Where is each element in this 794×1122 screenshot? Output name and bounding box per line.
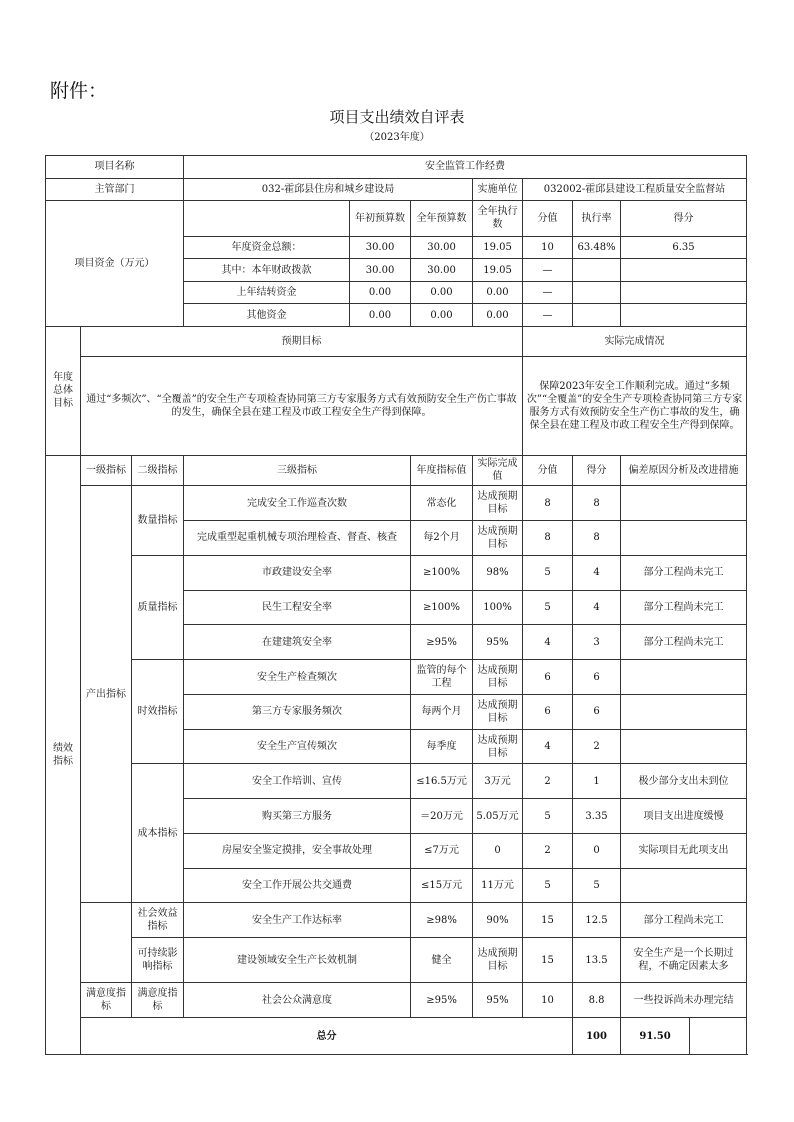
header-level1: 一级指标 xyxy=(81,455,132,486)
level2-quality: 质量指标 xyxy=(132,555,184,659)
funds-row-initial: 30.00 xyxy=(350,259,411,282)
indicator-score-value: 8 xyxy=(523,486,573,521)
indicator-reason xyxy=(621,521,747,556)
indicator-target: 每2个月 xyxy=(411,521,473,556)
header-level2: 二级指标 xyxy=(132,455,184,486)
indicator-row xyxy=(46,660,747,695)
indicator-score: 3.35 xyxy=(573,799,621,834)
funds-row-score xyxy=(621,304,747,327)
funds-row-initial: 0.00 xyxy=(350,304,411,327)
funds-label: 项目资金（万元） xyxy=(46,201,184,327)
total-label: 总分 xyxy=(81,1018,573,1055)
indicator-name: 在建建筑安全率 xyxy=(184,625,411,660)
indicator-actual: 95% xyxy=(473,625,523,660)
funds-row-score-value: — xyxy=(523,281,573,304)
indicator-row xyxy=(46,555,747,590)
annual-goal-label: 年度总体目标 xyxy=(46,326,81,455)
indicator-name: 安全生产宣传频次 xyxy=(184,729,411,764)
funds-row-rate xyxy=(573,304,621,327)
indicator-score-value: 5 xyxy=(523,555,573,590)
level2-social: 社会效益指标 xyxy=(132,903,184,938)
indicator-row xyxy=(46,983,747,1018)
funds-row-annual: 30.00 xyxy=(411,259,473,282)
funds-row-rate xyxy=(573,281,621,304)
indicator-target: 常态化 xyxy=(411,486,473,521)
indicator-name: 购买第三方服务 xyxy=(184,799,411,834)
funds-row-annual: 30.00 xyxy=(411,236,473,259)
level2-sustainable: 可持续影响指标 xyxy=(132,938,184,983)
indicator-name: 社会公众满意度 xyxy=(184,983,411,1018)
impl-label: 实施单位 xyxy=(473,178,523,201)
indicator-name: 第三方专家服务频次 xyxy=(184,694,411,729)
indicator-score-value: 10 xyxy=(523,983,573,1018)
indicator-score: 4 xyxy=(573,590,621,625)
indicator-actual: 达成预期目标 xyxy=(473,521,523,556)
level2-timeliness: 时效指标 xyxy=(132,660,184,764)
indicator-score: 0 xyxy=(573,833,621,868)
indicator-score-value: 2 xyxy=(523,764,573,799)
indicator-actual: 95% xyxy=(473,983,523,1018)
indicator-name: 完成重型起重机械专项治理检查、督查、核查 xyxy=(184,521,411,556)
indicator-name: 完成安全工作巡查次数 xyxy=(184,486,411,521)
indicator-score: 1 xyxy=(573,764,621,799)
indicator-name: 安全生产工作达标率 xyxy=(184,903,411,938)
funds-row-executed: 19.05 xyxy=(473,259,523,282)
funds-header-rate: 执行率 xyxy=(573,201,621,237)
indicator-reason xyxy=(621,694,747,729)
funds-row-score xyxy=(621,281,747,304)
indicator-target: 每两个月 xyxy=(411,694,473,729)
header-score: 得分 xyxy=(573,455,621,486)
indicator-target: ≤15万元 xyxy=(411,868,473,903)
header-reason: 偏差原因分析及改进措施 xyxy=(621,455,747,486)
perf-header-row xyxy=(46,455,747,486)
indicator-score: 4 xyxy=(573,555,621,590)
indicator-score: 6 xyxy=(573,694,621,729)
indicator-target: ≥95% xyxy=(411,625,473,660)
indicator-score: 13.5 xyxy=(573,938,621,983)
indicator-score: 8 xyxy=(573,521,621,556)
level1-output: 产出指标 xyxy=(81,486,132,903)
level2-cost: 成本指标 xyxy=(132,764,184,903)
indicator-actual: 100% xyxy=(473,590,523,625)
funds-row-executed: 0.00 xyxy=(473,281,523,304)
page-title: 项目支出绩效自评表 xyxy=(329,108,465,126)
funds-row-score-value: — xyxy=(523,259,573,282)
dept-label: 主管部门 xyxy=(46,178,184,201)
funds-row-executed: 0.00 xyxy=(473,304,523,327)
indicator-row xyxy=(46,903,747,938)
indicator-score-value: 15 xyxy=(523,938,573,983)
indicator-name: 房屋安全鉴定摸排，安全事故处理 xyxy=(184,833,411,868)
indicator-target: ≥100% xyxy=(411,590,473,625)
indicator-actual: 0 xyxy=(473,833,523,868)
indicator-score: 3 xyxy=(573,625,621,660)
indicator-target: ＝20万元 xyxy=(411,799,473,834)
indicator-target: ≤7万元 xyxy=(411,833,473,868)
indicator-score-value: 4 xyxy=(523,625,573,660)
indicator-actual: 3万元 xyxy=(473,764,523,799)
indicator-score: 12.5 xyxy=(573,903,621,938)
indicator-score-value: 8 xyxy=(523,521,573,556)
funds-header-executed: 全年执行数 xyxy=(473,201,523,237)
indicator-score: 8 xyxy=(573,486,621,521)
indicator-target: ≤16.5万元 xyxy=(411,764,473,799)
level2-quantity: 数量指标 xyxy=(132,486,184,556)
indicator-target: 健全 xyxy=(411,938,473,983)
expected-goal-text: 通过“多频次”、“全覆盖”的安全生产专项检查协同第三方专家服务方式有效预防安全生产伤亡事故的发生，确保全县在建工程及市政工程安全生产得到保障。 xyxy=(81,357,523,455)
expected-goal-header: 预期目标 xyxy=(81,326,523,357)
funds-row-annual: 0.00 xyxy=(411,304,473,327)
indicator-reason xyxy=(621,729,747,764)
total-row xyxy=(46,1018,747,1055)
funds-row-label: 其他资金 xyxy=(184,304,350,327)
indicator-name: 安全工作开展公共交通费 xyxy=(184,868,411,903)
perf-indicator-label: 绩效指标 xyxy=(46,455,81,1054)
funds-row-score-value: 10 xyxy=(523,236,573,259)
total-score-value: 100 xyxy=(573,1018,621,1055)
goals-header-row xyxy=(46,326,747,357)
actual-completion-header: 实际完成情况 xyxy=(523,326,747,357)
indicator-reason: 一些投诉尚未办理完结 xyxy=(621,983,747,1018)
funds-row-score: 6.35 xyxy=(621,236,747,259)
indicator-score: 8.8 xyxy=(573,983,621,1018)
indicator-reason: 实际项目无此项支出 xyxy=(621,833,747,868)
indicator-target: ≥95% xyxy=(411,983,473,1018)
indicator-score-value: 6 xyxy=(523,694,573,729)
total-blank xyxy=(690,1018,747,1055)
header-actual: 实际完成值 xyxy=(473,455,523,486)
header-level3: 三级指标 xyxy=(184,455,411,486)
indicator-reason: 部分工程尚未完工 xyxy=(621,590,747,625)
total-score: 91.50 xyxy=(621,1018,690,1055)
funds-row-label: 其中：本年财政拨款 xyxy=(184,259,350,282)
indicator-reason: 部分工程尚未完工 xyxy=(621,625,747,660)
funds-row-executed: 19.05 xyxy=(473,236,523,259)
impl-value: 032002-霍邱县建设工程质量安全监督站 xyxy=(523,178,747,201)
indicator-actual: 达成预期目标 xyxy=(473,694,523,729)
project-name-value: 安全监管工作经费 xyxy=(184,156,747,179)
indicator-target: 每季度 xyxy=(411,729,473,764)
indicator-actual: 5.05万元 xyxy=(473,799,523,834)
actual-completion-text: 保障2023年安全工作顺利完成。通过“多频次”“全覆盖”的安全生产专项检查协同第三方专家服务方式有效预防安全生产伤亡事故的发生，确保全县在建工程及市政工程安全生产得到保障。 xyxy=(523,357,747,455)
funds-row-initial: 0.00 xyxy=(350,281,411,304)
funds-row-initial: 30.00 xyxy=(350,236,411,259)
indicator-reason xyxy=(621,486,747,521)
indicator-score-value: 5 xyxy=(523,590,573,625)
level1-effect-blank xyxy=(81,903,132,983)
indicator-actual: 98% xyxy=(473,555,523,590)
indicator-score-value: 4 xyxy=(523,729,573,764)
goals-content-row xyxy=(46,357,747,455)
funds-header-blank xyxy=(184,201,350,237)
funds-row-label: 上年结转资金 xyxy=(184,281,350,304)
indicator-reason: 极少部分支出未到位 xyxy=(621,764,747,799)
indicator-target: ≥100% xyxy=(411,555,473,590)
header-score-value: 分值 xyxy=(523,455,573,486)
indicator-target: ≥98% xyxy=(411,903,473,938)
indicator-score-value: 2 xyxy=(523,833,573,868)
project-name-row xyxy=(46,156,747,179)
funds-header-score-value: 分值 xyxy=(523,201,573,237)
funds-row-label: 年度资金总额： xyxy=(184,236,350,259)
indicator-actual: 90% xyxy=(473,903,523,938)
header-target: 年度指标值 xyxy=(411,455,473,486)
indicator-actual: 达成预期目标 xyxy=(473,938,523,983)
funds-header-initial: 年初预算数 xyxy=(350,201,411,237)
indicator-reason xyxy=(621,868,747,903)
attachment-label: 附件： xyxy=(50,80,108,102)
funds-row-rate: 63.48% xyxy=(573,236,621,259)
funds-header-annual: 全年预算数 xyxy=(411,201,473,237)
funds-row-score-value: — xyxy=(523,304,573,327)
indicator-name: 建设领域安全生产长效机制 xyxy=(184,938,411,983)
indicator-actual: 11万元 xyxy=(473,868,523,903)
funds-header-score: 得分 xyxy=(621,201,747,237)
indicator-reason: 项目支出进度缓慢 xyxy=(621,799,747,834)
indicator-reason: 部分工程尚未完工 xyxy=(621,903,747,938)
indicator-row xyxy=(46,486,747,521)
indicator-score-value: 5 xyxy=(523,868,573,903)
funds-row-annual: 0.00 xyxy=(411,281,473,304)
level1-satisfaction: 满意度指标 xyxy=(81,983,132,1018)
project-name-label: 项目名称 xyxy=(46,156,184,179)
self-evaluation-table xyxy=(45,155,747,1055)
indicator-actual: 达成预期目标 xyxy=(473,486,523,521)
indicator-target: 监管的每个工程 xyxy=(411,660,473,695)
department-row xyxy=(46,178,747,201)
indicator-name: 安全生产检查频次 xyxy=(184,660,411,695)
level2-satisfaction: 满意度指标 xyxy=(132,983,184,1018)
indicator-score-value: 15 xyxy=(523,903,573,938)
indicator-reason xyxy=(621,660,747,695)
indicator-reason: 安全生产是一个长期过程，不确定因素太多 xyxy=(621,938,747,983)
funds-row-rate xyxy=(573,259,621,282)
funds-header-row xyxy=(46,201,747,237)
funds-row-score xyxy=(621,259,747,282)
indicator-score-value: 6 xyxy=(523,660,573,695)
indicator-actual: 达成预期目标 xyxy=(473,729,523,764)
indicator-name: 民生工程安全率 xyxy=(184,590,411,625)
indicator-actual: 达成预期目标 xyxy=(473,660,523,695)
indicator-score: 2 xyxy=(573,729,621,764)
indicator-name: 市政建设安全率 xyxy=(184,555,411,590)
indicator-name: 安全工作培训、宣传 xyxy=(184,764,411,799)
indicator-row xyxy=(46,938,747,983)
indicator-score: 5 xyxy=(573,868,621,903)
indicator-score-value: 5 xyxy=(523,799,573,834)
indicator-row xyxy=(46,764,747,799)
page-subtitle: （2023年度） xyxy=(364,132,430,143)
indicator-reason: 部分工程尚未完工 xyxy=(621,555,747,590)
dept-value: 032-霍邱县住房和城乡建设局 xyxy=(184,178,473,201)
indicator-score: 6 xyxy=(573,660,621,695)
